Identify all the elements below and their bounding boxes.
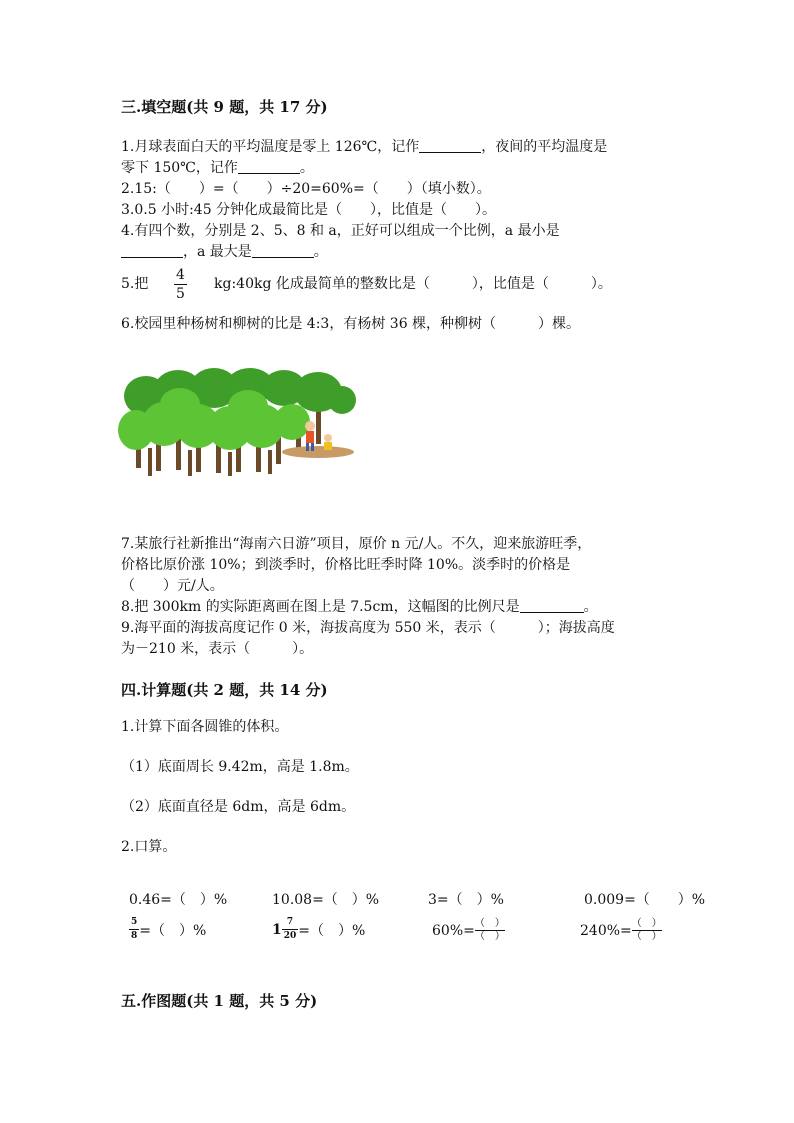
question-3-7-line3: （ ）元/人。 <box>121 578 224 594</box>
question-3-7-line1: 7.某旅行社新推出“海南六日游”项目，原价 n 元/人。不久，迎来旅游旺季， <box>121 536 592 552</box>
calc-item-8: 240%= $\frac{( )}{( )}$ <box>580 918 662 942</box>
question-4-1-part2: （2）底面直径是 6dm，高是 6dm。 <box>121 799 356 815</box>
section-4-heading: 四.计算题(共 2 题，共 14 分) <box>121 681 328 699</box>
question-3-1-line2: 零下 150℃，记作 。 <box>121 160 314 176</box>
question-3-1-line1: 1.月球表面白天的平均温度是零上 126℃，记作 ，夜间的平均温度是 <box>121 139 608 155</box>
fraction-four-fifths: $\frac{4}{5}$ <box>176 267 185 302</box>
question-4-1: 1.计算下面各圆锥的体积。 <box>121 719 289 735</box>
section-5-heading: 五.作图题(共 1 题，共 5 分) <box>121 992 318 1010</box>
question-3-4-line1: 4.有四个数，分别是 2、5、8 和 a，正好可以组成一个比例，a 最小是 <box>121 223 560 239</box>
question-4-1-part1: （1）底面周长 9.42m，高是 1.8m。 <box>121 759 359 775</box>
calc-item-5: $\frac{5}{8}$ =（ ）% <box>131 917 207 941</box>
question-3-2: 2.15:（ ）=（ ）÷20=60%=（ ）（填小数）。 <box>121 181 491 197</box>
calc-item-4: 0.009=（ ）% <box>584 892 706 908</box>
trees-illustration <box>118 368 358 490</box>
question-3-9-line1: 9.海平面的海拔高度记作 0 米，海拔高度为 550 米，表示（ ）；海拔高度 <box>121 620 615 636</box>
question-3-8: 8.把 300km 的实际距离画在图上是 7.5cm，这幅图的比例尺是 。 <box>121 599 598 615</box>
calc-item-6: 1 $\frac{7}{20}$ =（ ）% <box>272 917 366 941</box>
question-4-2: 2.口算。 <box>121 839 177 855</box>
calc-item-2: 10.08=（ ）% <box>272 892 380 908</box>
calc-item-7: 60%= $\frac{( )}{( )}$ <box>432 918 505 942</box>
question-3-6: 6.校园里种杨树和柳树的比是 4:3，有杨树 36 棵，种柳树（ ）棵。 <box>121 316 581 332</box>
answer-blank[interactable] <box>252 243 314 258</box>
question-3-5-start: 5.把 <box>121 276 149 292</box>
dirt-patch <box>282 446 354 458</box>
question-3-5-rest: kg:40kg 化成最简单的整数比是（ ），比值是（ ）。 <box>214 276 612 292</box>
question-3-4-line2: ，a 最大是 。 <box>121 242 328 262</box>
question-3-3: 3.0.5 小时:45 分钟化成最简比是（ ），比值是（ ）。 <box>121 202 497 218</box>
answer-blank[interactable] <box>520 598 584 613</box>
question-3-9-line2: 为－210 米，表示（ ）。 <box>121 641 314 657</box>
answer-blank[interactable] <box>238 159 300 174</box>
calc-item-3: 3=（ ）% <box>428 892 504 908</box>
question-3-7-line2: 价格比原价涨 10%；到淡季时，价格比旺季时降 10%。淡季时的价格是 <box>121 557 571 573</box>
answer-blank[interactable] <box>419 138 481 153</box>
calc-item-1: 0.46=（ ）% <box>129 892 228 908</box>
answer-blank[interactable] <box>121 243 183 258</box>
section-3-heading: 三.填空题(共 9 题，共 17 分) <box>121 98 328 116</box>
